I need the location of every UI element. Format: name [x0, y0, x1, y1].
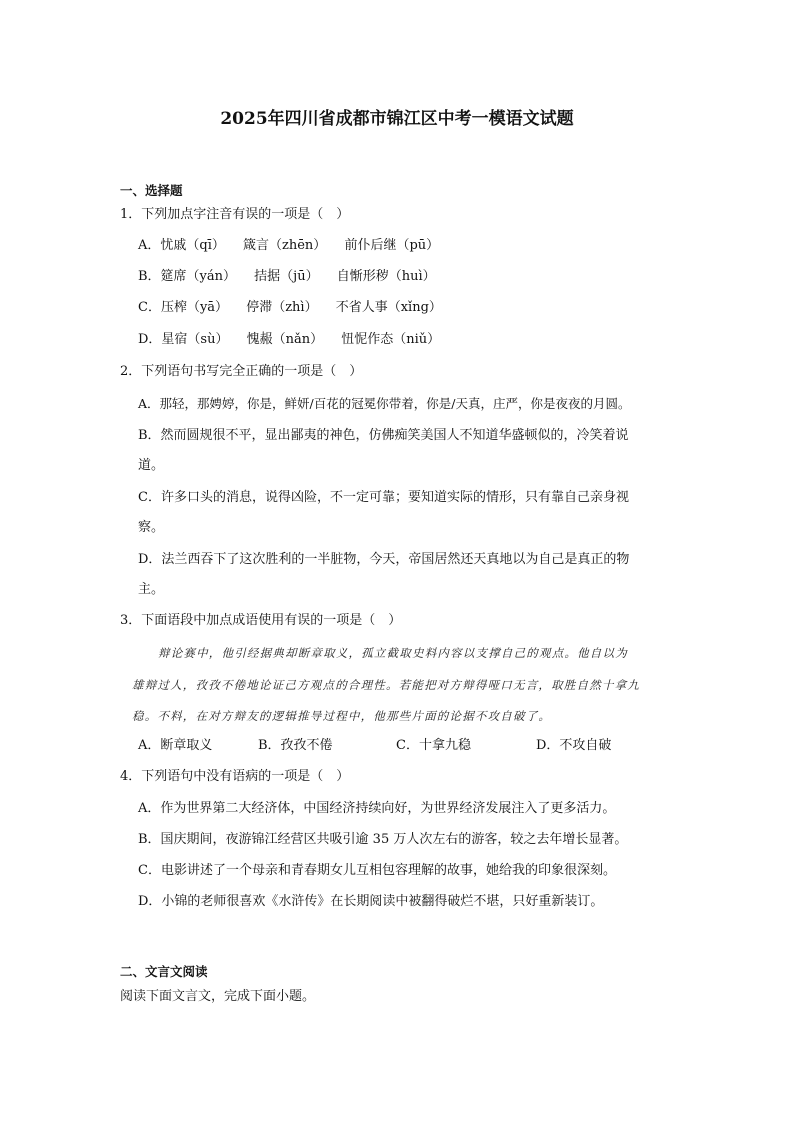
- question-1-option-d: [138, 330, 698, 350]
- option-b-item-3: 自惭形秽（huì）: [336, 269, 436, 284]
- question-3-passage-line-1: 辩论赛中，他引经据典却断章取义，孤立截取史料内容以支撑自己的观点。他自以为: [158, 646, 628, 660]
- exam-title: 2025年四川省成都市锦江区中考一模语文试题: [220, 109, 574, 129]
- question-4-option-a: A．作为世界第二大经济体，中国经济持续向好，为世界经济发展注入了更多活力。: [138, 801, 616, 816]
- option-a-item-2: 箴言（zhēn）: [243, 238, 327, 253]
- section-heading-classical-reading: 二、文言文阅读: [120, 964, 208, 979]
- option-d-item-3: 忸怩作态（niǔ）: [341, 332, 441, 347]
- question-2-option-b-continued: 道。: [138, 458, 165, 473]
- question-2-option-d: D．法兰西吞下了这次胜利的一半脏物，今天，帝国居然还天真地以为自己是真正的物: [138, 552, 630, 567]
- question-4-option-b: B．国庆期间，夜游锦江经营区共吸引逾 35 万人次左右的游客，较之去年增长显著。: [138, 832, 628, 847]
- option-d-item-2: 愧赧（nǎn）: [246, 332, 324, 347]
- question-1-stem: 1．下列加点字注音有误的一项是（ ）: [120, 207, 350, 222]
- option-c-item-2: 停滞（zhì）: [246, 300, 318, 315]
- option-b-item-1: B．筵席（yán）: [138, 269, 237, 284]
- question-3-option-d: D．不攻自破: [536, 738, 612, 753]
- option-d-item-1: D．星宿（sù）: [138, 332, 229, 347]
- question-2-option-b: B．然而圆规很不平，显出鄙夷的神色，仿佛痴笑美国人不知道华盛顿似的，冷笑着说: [138, 428, 629, 443]
- question-2-option-c-continued: 察。: [138, 520, 165, 535]
- question-3-passage-line-2: 雄辩过人，孜孜不倦地论证己方观点的合理性。若能把对方辩得哑口无言，取胜自然十拿九: [132, 678, 640, 692]
- question-1-option-b: [138, 267, 698, 287]
- option-c-item-1: C．压榨（yā）: [138, 300, 229, 315]
- section-heading-choice: 一、选择题: [120, 183, 183, 198]
- question-4-option-d: D．小锦的老师很喜欢《水浒传》在长期阅读中被翻得破烂不堪，只好重新装订。: [138, 894, 604, 909]
- question-2-option-c: C．许多口头的消息，说得凶险，不一定可靠；要知道实际的情形，只有靠自己亲身视: [138, 490, 629, 505]
- question-1-option-c: [138, 298, 698, 318]
- question-3-passage-line-3: 稳。不料，在对方辩友的逻辑推导过程中，他那些片面的论据不攻自破了。: [132, 709, 552, 723]
- question-3-option-b: B．孜孜不倦: [258, 738, 333, 753]
- option-a-item-3: 前仆后继（pū）: [344, 238, 440, 253]
- question-3-option-c: C．十拿九稳: [396, 738, 471, 753]
- question-2-option-a: A．那轻，那娉婷，你是，鲜妍/百花的冠冕你带着，你是/天真，庄严，你是夜夜的月圆。: [138, 396, 631, 411]
- option-a-item-1: A．忧戚（qī）: [138, 238, 225, 253]
- question-2-stem: 2．下列语句书写完全正确的一项是（ ）: [120, 364, 363, 379]
- question-3-stem: 3．下面语段中加点成语使用有误的一项是（ ）: [120, 613, 402, 628]
- reading-instruction: 阅读下面文言文，完成下面小题。: [120, 989, 316, 1004]
- question-4-option-c: C．电影讲述了一个母亲和青春期女儿互相包容理解的故事，她给我的印象很深刻。: [138, 863, 616, 878]
- question-2-option-d-continued: 主。: [138, 582, 165, 597]
- option-b-item-2: 拮据（jū）: [254, 269, 319, 284]
- question-1-option-a: [138, 236, 698, 256]
- question-3-option-a: A．断章取义: [138, 738, 213, 753]
- question-4-stem: 4．下列语句中没有语病的一项是（ ）: [120, 769, 350, 784]
- option-c-item-3: 不省人事（xǐng）: [335, 300, 442, 315]
